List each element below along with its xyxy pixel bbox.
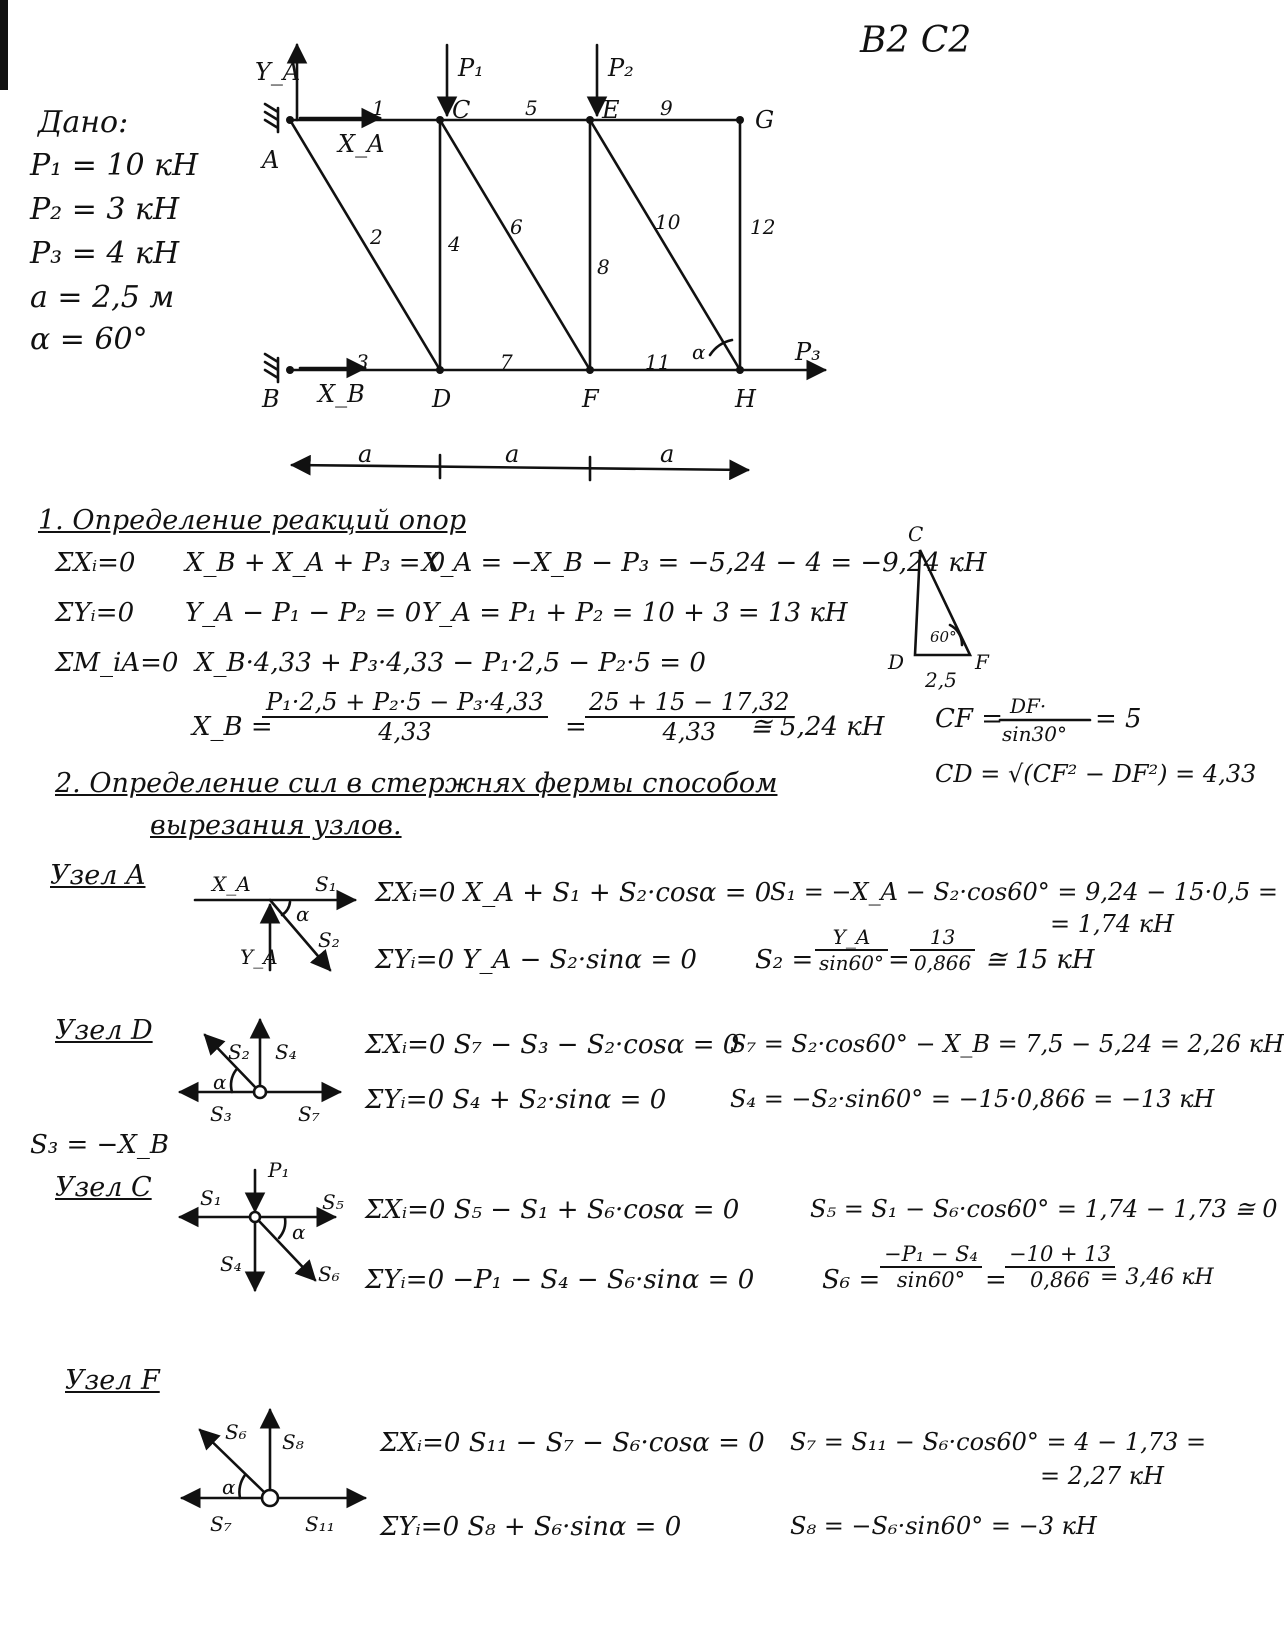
nodeC-s6-lhs: S₆ =	[822, 1265, 881, 1295]
nodeA-s2-frac2	[910, 925, 975, 975]
cf-num: DF·	[1010, 694, 1047, 718]
nodeA-s2-eq: =	[888, 945, 910, 975]
variant-label: B2 C2	[860, 20, 972, 61]
xb-eq: =	[565, 712, 587, 742]
span-label-1: a	[358, 440, 373, 468]
nodeA-res1b: = 1,74 кН	[1050, 910, 1175, 938]
node-a-label: A	[262, 146, 280, 174]
nodeC-s6-den2: 0,866	[1029, 1268, 1091, 1292]
node-b-label: B	[262, 385, 280, 413]
nodeD-res1: S₇ = S₂·cos60° − X_B = 7,5 − 5,24 = 2,26 кН	[730, 1030, 1284, 1058]
nodeD-note: S₃ = −X_B	[30, 1130, 169, 1160]
given-title: Дано:	[38, 105, 129, 140]
tri-angle: 60°	[930, 628, 957, 646]
given-alpha: α = 60°	[30, 322, 148, 357]
cf-lhs: CF =	[935, 704, 1003, 734]
nodeF-eq1: ΣXᵢ=0 S₁₁ − S₇ − S₆·cosα = 0	[380, 1428, 765, 1458]
nodeA-s2: S₂	[318, 928, 340, 952]
node-c-title: Узел C	[55, 1172, 152, 1203]
nodeA-s2-den: sin60°	[819, 951, 884, 975]
xb-den1: 4,33	[378, 718, 432, 746]
nodeA-s2-frac1	[815, 925, 888, 975]
nodeC-s6-rhs: = 3,46 кН	[1100, 1265, 1214, 1290]
nodeA-xa: X_A	[212, 872, 251, 896]
member-label-2: 2	[370, 225, 383, 249]
nodeC-s6: S₆	[318, 1262, 340, 1286]
nodeD-s2: S₂	[228, 1040, 250, 1064]
s1-line2-a: ΣYᵢ=0	[55, 598, 135, 628]
s1-line1-c: X_A = −X_B − P₃ = −5,24 − 4 = −9,24 кН	[422, 548, 987, 578]
nodeC-s5: S₅	[322, 1190, 344, 1214]
nodeD-s3: S₃	[210, 1102, 232, 1126]
cd-formula: CD = √(CF² − DF²) = 4,33	[935, 760, 1257, 788]
span-label-3: a	[660, 440, 675, 468]
node-g-label: G	[755, 106, 775, 134]
nodeC-p1: P₁	[268, 1158, 290, 1182]
support-b	[265, 354, 278, 382]
node-d-label: D	[432, 385, 452, 413]
member-label-8: 8	[597, 255, 610, 279]
xb-num2: 25 + 15 − 17,32	[585, 688, 794, 718]
member-label-7: 7	[500, 350, 513, 374]
nodeF-res2: S₈ = −S₆·sin60° = −3 кН	[790, 1512, 1097, 1540]
member-label-6: 6	[510, 215, 523, 239]
nodeF-s8: S₈	[282, 1430, 304, 1454]
nodeD-s4: S₄	[275, 1040, 297, 1064]
nodeD-res2: S₄ = −S₂·sin60° = −15·0,866 = −13 кН	[730, 1085, 1215, 1113]
nodeA-s2-rhs: ≅ 15 кН	[985, 945, 1095, 975]
nodeF-eq2: ΣYᵢ=0 S₈ + S₆·sinα = 0	[380, 1512, 682, 1542]
nodeA-alpha: α	[296, 902, 310, 926]
force-p2-label: P₂	[608, 54, 634, 82]
member-label-3: 3	[356, 350, 369, 374]
tri-f: F	[975, 650, 989, 674]
nodeC-s4: S₄	[220, 1252, 242, 1276]
xb-num1: P₁·2,5 + P₂·5 − P₃·4,33	[262, 688, 548, 718]
nodeA-ya: Y_A	[240, 945, 278, 969]
s1-line2-c: Y_A = P₁ + P₂ = 10 + 3 = 13 кН	[422, 598, 848, 628]
member-6	[440, 120, 590, 370]
alpha-label-h: α	[692, 340, 706, 364]
nodeA-s2-num2: 13	[910, 925, 975, 951]
s1-line3-b: X_B·4,33 + P₃·4,33 − P₁·2,5 − P₂·5 = 0	[195, 648, 706, 678]
nodeC-s6-num: −P₁ − S₄	[880, 1242, 982, 1268]
force-ya-label: Y_A	[255, 58, 301, 86]
nodeD-eq1: ΣXᵢ=0 S₇ − S₃ − S₂·cosα = 0	[365, 1030, 740, 1060]
force-p1-label: P₁	[458, 54, 484, 82]
nodeA-s1: S₁	[315, 872, 337, 896]
given-p2: P₂ = 3 кН	[30, 192, 180, 227]
member-label-12: 12	[750, 215, 776, 239]
tri-d: D	[888, 650, 905, 674]
s1-line2-b: Y_A − P₁ − P₂ = 0	[185, 598, 422, 628]
nodeF-res1b: = 2,27 кН	[1040, 1462, 1165, 1490]
nodeF-s11: S₁₁	[305, 1512, 335, 1536]
nodeD-s7: S₇	[298, 1102, 320, 1126]
nodeA-s2-lhs: S₂ =	[755, 945, 814, 975]
given-p1: P₁ = 10 кН	[30, 148, 199, 183]
member-label-9: 9	[660, 96, 673, 120]
nodeD-eq2: ΣYᵢ=0 S₄ + S₂·sinα = 0	[365, 1085, 667, 1115]
xb-den2: 4,33	[662, 718, 716, 746]
nodeC-eq1: ΣXᵢ=0 S₅ − S₁ + S₆·cosα = 0	[365, 1195, 740, 1225]
given-p3: P₃ = 4 кН	[30, 236, 180, 271]
nodeA-res1a: S₁ = −X_A − S₂·cos60° = 9,24 − 15·0,5 =	[770, 878, 1279, 906]
node-h-label: H	[735, 385, 756, 413]
nodeC-s6-num2: −10 + 13	[1005, 1242, 1115, 1268]
nodeF-s6: S₆	[225, 1420, 247, 1444]
span-label-2: a	[505, 440, 520, 468]
s1-line1-b: X_B + X_A + P₃ = 0	[185, 548, 446, 578]
member-label-11: 11	[645, 350, 671, 374]
nodeC-s1: S₁	[200, 1186, 222, 1210]
nodeD-alpha: α	[213, 1070, 227, 1094]
node-a-title: Узел A	[50, 860, 146, 891]
member-10	[590, 120, 740, 370]
section2-title-1: 2. Определение сил в стержнях фермы способом	[55, 768, 778, 799]
nodeA-s2-den2: 0,866	[914, 951, 972, 975]
nodeC-eq2: ΣYᵢ=0 −P₁ − S₄ − S₆·sinα = 0	[365, 1265, 755, 1295]
nodeF-res1a: S₇ = S₁₁ − S₆·cos60° = 4 − 1,73 =	[790, 1428, 1207, 1456]
section2-title-2: вырезания узлов.	[150, 810, 402, 841]
nodeC-s6-frac2	[1005, 1242, 1115, 1292]
node-f-title: Узел F	[65, 1365, 160, 1396]
nodeC-s6-frac1	[880, 1242, 982, 1292]
nodeF-s7: S₇	[210, 1512, 232, 1536]
nodeA-eq2: ΣYᵢ=0 Y_A − S₂·sinα = 0	[375, 945, 697, 975]
s1-line3-a: ΣM_iA=0	[55, 648, 179, 678]
node-f-label: F	[582, 385, 599, 413]
node-c-label: C	[452, 96, 471, 124]
given-a: a = 2,5 м	[30, 280, 175, 315]
xb-lhs: X_B =	[192, 712, 273, 742]
nodeA-s2-num: Y_A	[815, 925, 888, 951]
xb-fraction-1	[262, 688, 548, 746]
cf-rhs: = 5	[1095, 704, 1142, 734]
nodeC-alpha: α	[292, 1220, 306, 1244]
force-xa-label: X_A	[338, 130, 385, 158]
node-d-title: Узел D	[55, 1015, 153, 1046]
force-xb-label: X_B	[318, 380, 365, 408]
member-label-4: 4	[448, 232, 461, 256]
tri-base: 2,5	[925, 668, 957, 692]
nodeC-s6-den: sin60°	[896, 1268, 966, 1292]
support-a	[265, 104, 278, 132]
member-label-5: 5	[525, 96, 538, 120]
tri-c: C	[908, 522, 924, 546]
node-e-label: E	[602, 96, 620, 124]
nodeF-alpha: α	[222, 1475, 236, 1499]
force-p3-label: P₃	[795, 338, 821, 366]
nodeC-s6-eq: =	[985, 1265, 1007, 1295]
member-label-10: 10	[655, 210, 681, 234]
member-label-1: 1	[372, 96, 385, 120]
xb-rhs: ≅ 5,24 кН	[750, 712, 885, 742]
s1-line1-a: ΣXᵢ=0	[55, 548, 136, 578]
nodeA-eq1: ΣXᵢ=0 X_A + S₁ + S₂·cosα = 0	[375, 878, 772, 908]
nodeC-res1: S₅ = S₁ − S₆·cos60° = 1,74 − 1,73 ≅ 0	[810, 1195, 1278, 1223]
section1-title: 1. Определение реакций опор	[38, 505, 466, 536]
cf-den: sin30°	[1002, 722, 1067, 746]
